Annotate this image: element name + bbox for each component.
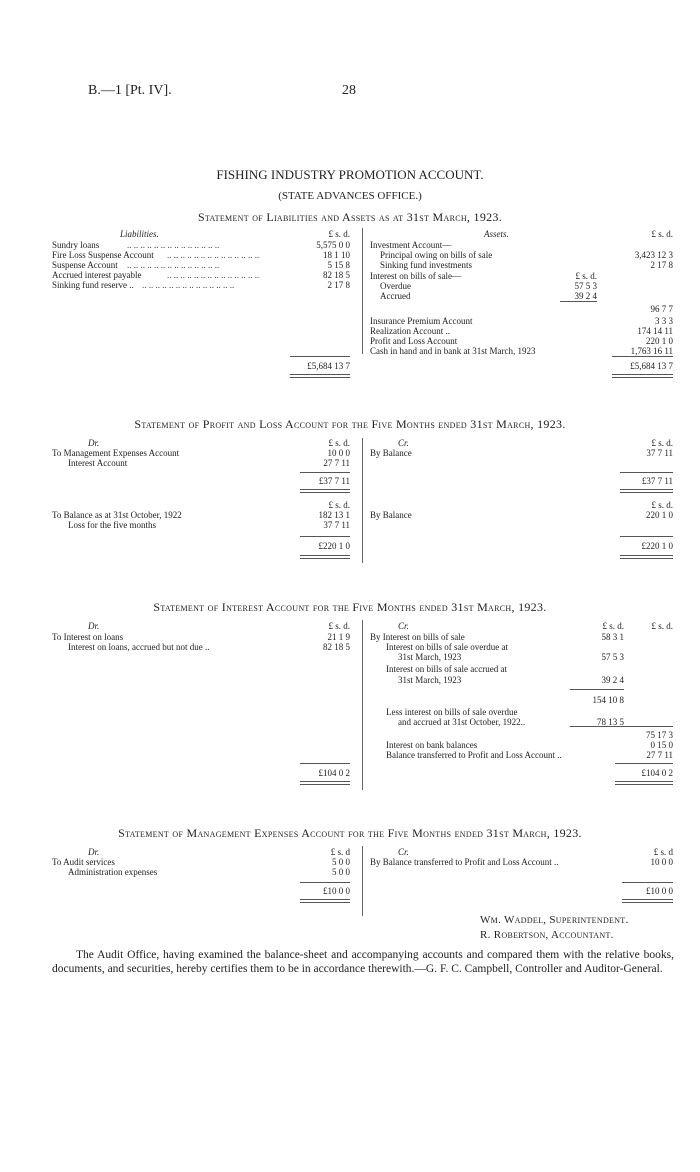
profit-loss-title: Statement of Profit and Loss Account for the Five Months ended 31st March, 1923. [134,417,566,431]
underline [622,882,673,883]
dot-leader [142,280,292,291]
liability-label: Sundry loans [52,240,100,250]
pl-debit-label: To Balance as at 31st October, 1922 [52,510,182,520]
double-underline [300,781,350,785]
liabilities-heading: Liabilities. [120,229,159,239]
column-rule [362,438,363,563]
dr-lsd-heading: £ s. d. [328,438,350,448]
interest-credit-amount: 0 15 0 [650,740,673,750]
liability-amount: 5,575 0 0 [316,240,350,250]
asset-label: Interest on bills of sale— [370,271,461,281]
dr-lsd-heading-2: £ s. d. [328,500,350,510]
dot-leader-fill: .. .. .. .. .. .. .. .. .. .. .. .. .. .. [142,280,235,290]
double-underline [612,374,673,378]
interest-credit-amount: 75 17 3 [646,730,673,740]
pl-debit-amount: 27 7 11 [323,458,350,468]
underline [290,356,350,357]
interest-credit-label: 31st March, 1923 [398,675,462,685]
asset-sub-amount: 39 2 4 [574,291,597,301]
pl-debit-total: £220 1 0 [318,541,350,551]
superintendent-signature: Wm. Waddel, Superintendent. [480,914,629,926]
pl-debit-label: To Management Expenses Account [52,448,180,458]
audit-certificate: The Audit Office, having examined the balance-sheet and accompanying accounts and compared them with the relative books, documents, and securities, hereby certifies them to be in accordance therewith.—G. F. C. Campbell, Controller and Auditor-General. [52,949,674,975]
expense-credit-label: By Balance transferred to Profit and Loss Account .. [370,857,559,867]
interest-credit-label: Interest on bills of sale accrued at [386,664,507,674]
dr-lsd-heading: £ s. d [330,847,350,857]
interest-debit-label: Interest on loans, accrued but not due .. [68,642,210,652]
cr-heading: Cr. [398,847,409,857]
dot-leader-fill: .. .. .. .. .. .. .. .. .. .. .. .. .. .. [127,240,220,250]
pl-debit-amount: 37 7 11 [323,520,350,530]
pl-credit-total: £220 1 0 [641,541,673,551]
interest-credit-sub-amount: 57 5 3 [601,652,624,662]
liability-amount: 5 15 8 [327,260,350,270]
underline [570,726,673,727]
pl-debit-label: Interest Account [68,458,128,468]
pl-debit-amount: 182 13 1 [318,510,350,520]
assets-total: £5,684 13 7 [630,361,673,371]
interest-credit-sub-amount: 154 10 8 [592,695,624,705]
asset-amount: 3 3 3 [655,316,673,326]
interest-credit-sub-amount: 58 3 1 [601,632,624,642]
double-underline [622,899,673,903]
liability-label: Accrued interest payable [52,270,142,280]
account-title: FISHING INDUSTRY PROMOTION ACCOUNT. [216,167,484,182]
interest-credit-label: and accrued at 31st October, 1922.. [398,717,526,727]
double-underline [300,555,350,559]
pl-debit-amount: 10 0 0 [327,448,350,458]
interest-credit-sub-amount: 39 2 4 [601,675,624,685]
cr-lsd-heading: £ s. d. [651,621,673,631]
dr-heading: Dr. [88,621,100,631]
interest-credit-label: By Interest on bills of sale [370,632,465,642]
underline [570,689,624,690]
pl-credit-amount: 220 1 0 [646,510,673,520]
double-underline [290,374,350,378]
liability-amount: 18 1 10 [323,250,350,260]
liability-label: Suspense Account [52,260,118,270]
underline [612,356,673,357]
liability-label: Sinking fund reserve .. [52,280,134,290]
asset-label: Overdue [380,281,411,291]
underline [560,301,597,302]
interest-account-title: Statement of Interest Account for the Five Months ended 31st March, 1923. [153,600,547,614]
underline [620,472,673,473]
interest-credit-amount: 27 7 11 [646,750,673,760]
double-underline [620,555,673,559]
liability-amount: 82 18 5 [323,270,350,280]
pl-debit-label: Loss for the five months [68,520,156,530]
liabilities-total: £5,684 13 7 [307,361,350,371]
pl-credit-label: By Balance [370,448,412,458]
assets-lsd-heading: £ s. d. [651,229,673,239]
liability-label: Fire Loss Suspense Account [52,250,154,260]
expense-debit-amount: 5 0 0 [332,867,350,877]
liability-amount: 2 17 8 [327,280,350,290]
liab-lsd-heading: £ s. d. [328,229,350,239]
cr-lsd-heading: £ s. d. [651,438,673,448]
underline [300,472,350,473]
interest-credit-total: £104 0 2 [641,768,673,778]
pl-credit-amount: 37 7 11 [646,448,673,458]
asset-label: Cash in hand and in bank at 31st March, 1923 [370,346,536,356]
accountant-signature: R. Robertson, Accountant. [480,929,614,941]
cr-lsd-heading: £ s. d [653,847,673,857]
asset-label: Principal owing on bills of sale [380,250,493,260]
asset-amount: 220 1 0 [646,336,673,346]
dot-leader-fill: .. .. .. .. .. .. .. .. .. .. .. .. .. .. [167,250,260,260]
interest-debit-total: £104 0 2 [318,768,350,778]
asset-amount: 2 17 8 [650,260,673,270]
double-underline [620,489,673,493]
underline [615,763,673,764]
double-underline [300,489,350,493]
asset-label: Accrued [380,291,411,301]
underline [300,763,350,764]
column-rule [362,228,363,354]
expense-debit-amount: 5 0 0 [332,857,350,867]
balance-sheet-title: Statement of Liabilities and Assets as at 31st March, 1923. [197,210,503,224]
office-subtitle: (STATE ADVANCES OFFICE.) [278,190,422,202]
double-underline [300,899,350,903]
underline [620,536,673,537]
management-expenses-title: Statement of Management Expenses Account for the Five Months ended 31st March, 1923. [118,826,582,840]
asset-amount: 3,423 12 3 [634,250,673,260]
underline [300,882,350,883]
interest-credit-label: Balance transferred to Profit and Loss Account .. [386,750,562,760]
dot-leader-fill: .. .. .. .. .. .. .. .. .. .. .. .. .. .. [127,260,220,270]
asset-sub-amount: 57 5 3 [574,281,597,291]
interest-credit-sub-amount: 78 13 5 [597,717,624,727]
dr-heading: Dr. [88,847,100,857]
report-reference: B.—1 [Pt. IV]. [88,83,172,98]
expense-debit-total: £10 0 0 [323,886,350,896]
expense-credit-amount: 10 0 0 [650,857,673,867]
interest-credit-label: Interest on bank balances [386,740,478,750]
dr-heading: Dr. [88,438,100,448]
pl-credit-total: £37 7 11 [641,476,673,486]
pl-debit-total: £37 7 11 [318,476,350,486]
asset-amount: 1,763 16 11 [630,346,673,356]
assets-heading: Assets. [484,229,509,239]
pl-credit-label: By Balance [370,510,412,520]
cr-lsd-heading-2: £ s. d. [651,500,673,510]
column-rule [362,846,363,916]
underline [300,536,350,537]
interest-credit-label: Less interest on bills of sale overdue [386,707,518,717]
interest-credit-label: 31st March, 1923 [398,652,462,662]
dot-leader-fill: .. .. .. .. .. .. .. .. .. .. .. .. .. .. [167,270,260,280]
double-underline [615,781,673,785]
interest-credit-label: Interest on bills of sale overdue at [386,642,508,652]
asset-amount: 96 7 7 [650,304,673,314]
asset-label: Investment Account— [370,240,452,250]
cr-heading: Cr. [398,438,409,448]
asset-label: Insurance Premium Account [370,316,473,326]
page-number: 28 [342,83,356,98]
asset-sub-amount: £ s. d. [575,271,597,281]
interest-debit-label: To Interest on loans [52,632,124,642]
asset-label: Profit and Loss Account [370,336,458,346]
interest-debit-amount: 21 1 9 [327,632,350,642]
expense-credit-total: £10 0 0 [646,886,673,896]
expense-debit-label: To Audit services [52,857,115,867]
expense-debit-label: Administration expenses [68,867,158,877]
interest-debit-amount: 82 18 5 [323,642,350,652]
asset-label: Realization Account .. [370,326,450,336]
asset-label: Sinking fund investments [380,260,472,270]
column-rule [362,620,363,790]
dr-lsd-heading: £ s. d. [328,621,350,631]
cr-heading: Cr. [398,621,409,631]
cr-sub-lsd-heading: £ s. d. [602,621,624,631]
asset-amount: 174 14 11 [637,326,673,336]
